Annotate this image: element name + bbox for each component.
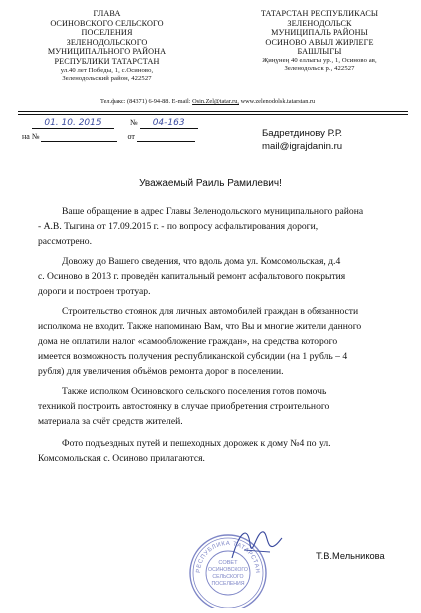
header-left-line: ОСИНОВСКОГО СЕЛЬСКОГО	[50, 18, 164, 28]
paragraph-line: Также исполком Осиновского сельского поселения готов помочь	[62, 386, 327, 397]
header-right-line: БАШЛЫГЫ	[297, 47, 342, 57]
paragraph-line: рассмотрено.	[38, 236, 93, 247]
registration-number-field	[140, 118, 198, 129]
header-left-line: РЕСПУБЛИКИ ТАТАРСТАН	[54, 56, 160, 66]
header-left-line: ЗЕЛЕНОДОЛЬСКОГО	[66, 37, 148, 47]
registration-date-field	[32, 118, 114, 129]
contacts-phone: Тел.факс: (84371) 6-94-88.	[100, 98, 171, 105]
contacts-email-label: E-mail:	[171, 98, 191, 105]
contacts-line	[100, 98, 315, 105]
stamp-center-line: СЕЛЬСКОГО	[212, 574, 244, 580]
reference-number-label: на №	[22, 132, 40, 141]
addressee-block	[262, 128, 342, 153]
paragraph-line: рубля) для увеличения объёмов ремонта дорог в поселении.	[38, 366, 284, 377]
header-right-address: Җиңүнең 40 еллыгы ур., 1, Осиново ав,	[262, 56, 377, 64]
paragraph-line: дороги и построен тротуар.	[38, 286, 151, 297]
stamp-center-line: ОСИНОВСКОГО	[208, 567, 248, 573]
paragraph-line: Строительство стоянок для личных автомобилей граждан в обязанности	[62, 306, 359, 317]
paragraph-line: Ваше обращение в адрес Главы Зеленодольского муниципального района	[62, 206, 364, 217]
registration-number-value: 04-163	[152, 118, 185, 128]
contacts-website: www.zelenodolsk.tatarstan.ru	[240, 98, 316, 105]
addressee-email: mail@igrajdanin.ru	[262, 140, 343, 152]
addressee-name: Бадретдинову Р.Р.	[262, 128, 343, 139]
stamp-center-line: СОВЕТ	[218, 560, 238, 566]
paragraph-line: Довожу до Вашего сведения, что вдоль дома ул. Комсомольская, д.4	[62, 256, 341, 267]
header-right-line: ТАТАРСТАН РЕСПУБЛИКАСЫ	[260, 9, 379, 18]
header-left-line: ПОСЕЛЕНИЯ	[81, 28, 133, 38]
stamp-center-line: ПОСЕЛЕНИЯ	[211, 581, 245, 587]
registration-date-value: 01. 10. 2015	[44, 118, 102, 128]
header-left-address: ул.40 лет Победы, 1, с.Осиново,	[60, 66, 154, 74]
stamp-ring-text: РЕСПУБЛИКА ТАТАРСТАН	[195, 540, 261, 574]
registration-row	[32, 118, 198, 129]
header-divider-thin	[18, 114, 408, 115]
paragraph-line: имеется возможность получения республиканской субсидии (на 1 рубль – 4	[38, 351, 348, 362]
paragraph-line: - А.В. Тыгина от 17.09.2015 г. - по вопросу асфальтирования дороги,	[38, 221, 319, 232]
reference-date-field	[137, 132, 195, 142]
handwritten-signature-icon	[226, 520, 286, 570]
header-right-line: МУНИЦИПАЛЬ РАЙОНЫ	[271, 28, 368, 38]
reference-number-field	[41, 132, 117, 142]
paragraph-line: техникой построить автостоянку в случае приобретения строительного	[38, 401, 330, 412]
signatory-name: Т.В.Мельникова	[316, 551, 385, 561]
paragraph-line: материала за счёт средств жителей.	[38, 416, 183, 427]
paragraph-line: дома не оплатили налог «самообложение граждан», на средства которого	[38, 336, 338, 347]
header-right-block	[232, 9, 407, 73]
paragraph-line: с. Осиново в 2013 г. проведён капитальный ремонт асфальтового покрытия	[38, 271, 346, 282]
reference-row	[22, 132, 195, 142]
header-right-line: ЗЕЛЕНОДОЛЬСК	[287, 18, 352, 28]
header-left-address: Зеленодольский район, 422527	[62, 74, 152, 82]
header-left-line: ГЛАВА	[93, 9, 121, 18]
salutation: Уважаемый Раиль Рамилевич!	[139, 178, 282, 189]
reference-date-label: от	[127, 132, 135, 141]
paragraph-line: Комсомольская с. Осиново прилагаются.	[38, 453, 205, 464]
header-left-block	[22, 9, 192, 83]
paragraph-line: исполкома не входит. Также напоминаю Вам, что Вы и многие жители данного	[38, 321, 362, 332]
header-divider	[18, 111, 408, 112]
header-left-line: МУНИЦИПАЛЬНОГО РАЙОНА	[47, 47, 167, 57]
contacts-email-link[interactable]: Osin.Zel@tatar.ru,	[192, 98, 239, 105]
header-right-address: Зеленодольск р., 422527	[284, 64, 355, 72]
registration-number-label: №	[130, 118, 138, 127]
header-right-line: ОСИНОВО АВЫЛ ЖИРЛЕГЕ	[265, 37, 374, 47]
paragraph-line: Фото подъездных путей и пешеходных дорожек к дому №4 по ул.	[62, 438, 331, 449]
